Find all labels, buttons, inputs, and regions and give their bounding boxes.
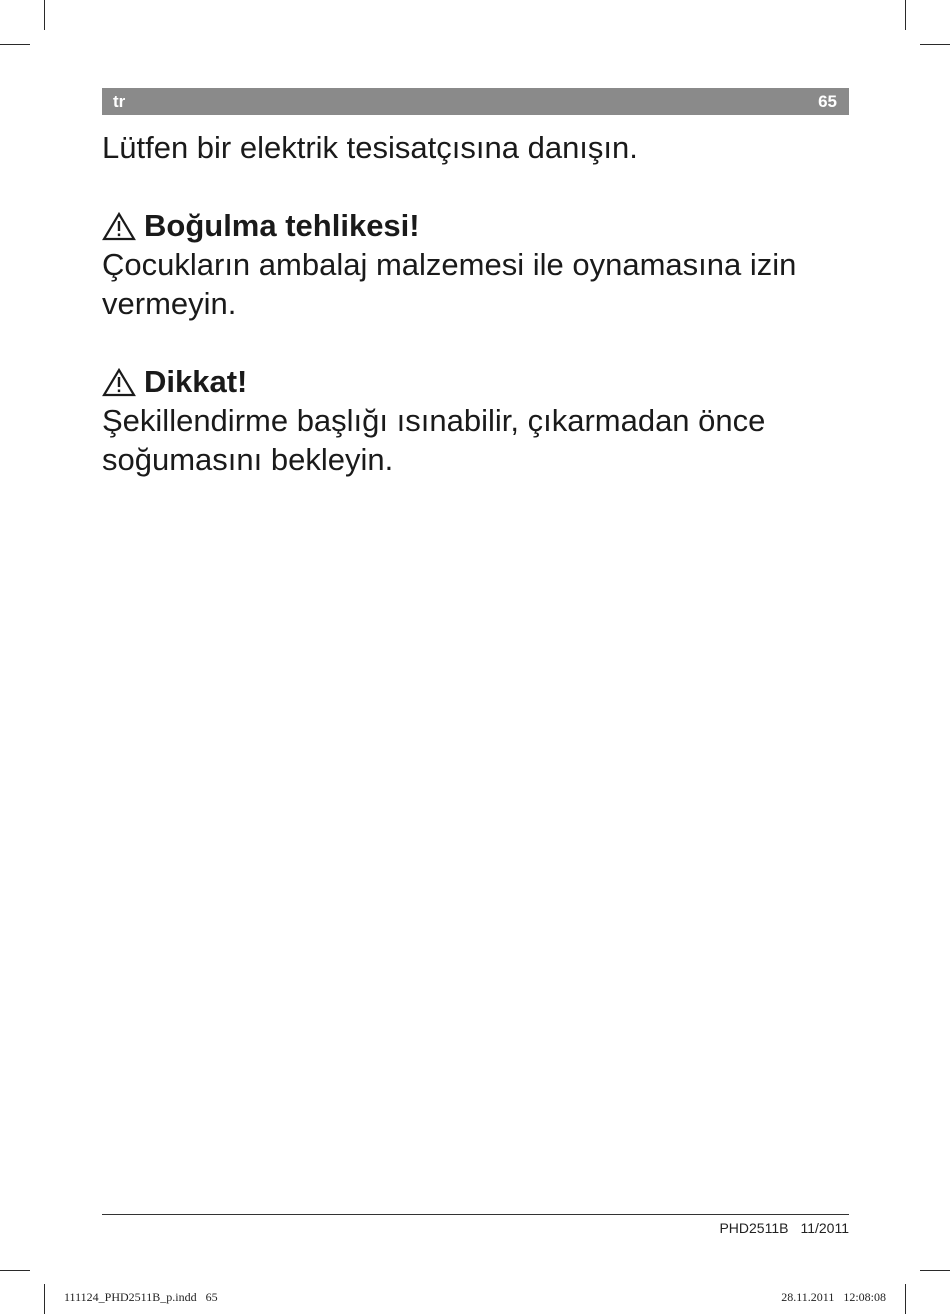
crop-mark [44,1284,45,1314]
spacer [102,167,862,206]
language-code: tr [113,91,126,111]
warning-title: Boğulma tehlikesi! [144,208,420,243]
slug-filename: 111124_PHD2511B_p.indd 65 [64,1290,218,1304]
warning-text-line: vermeyin. [102,286,237,321]
crop-mark [920,44,950,45]
page-header-bar [102,88,849,115]
warning-block [102,362,862,479]
intro-text: Lütfen bir elektrik tesisatçısına danışın. [102,130,638,165]
crop-mark [920,1270,950,1271]
crop-mark [905,0,906,30]
warning-text-line: Çocukların ambalaj malzemesi ile oynamasına izin [102,247,797,282]
crop-mark [44,0,45,30]
crop-mark [0,1270,30,1271]
edition-date: 11/2011 [800,1220,849,1236]
footer-meta [719,1220,849,1236]
warning-text-line: soğumasını bekleyin. [102,442,394,477]
page-number: 65 [818,91,837,111]
spacer [102,323,862,362]
warning-block [102,206,862,323]
warning-triangle-icon [102,367,136,397]
crop-mark [905,1284,906,1314]
page-content [102,128,862,479]
footer-divider [102,1214,849,1215]
warning-triangle-icon [102,211,136,241]
warning-text-line: Şekillendirme başlığı ısınabilir, çıkarmadan önce [102,403,766,438]
slug-timestamp: 28.11.2011 12:08:08 [781,1290,886,1304]
model-number: PHD2511B [719,1220,789,1236]
crop-mark [0,44,30,45]
warning-heading [102,206,862,245]
warning-title: Dikkat! [144,364,248,399]
warning-heading [102,362,862,401]
